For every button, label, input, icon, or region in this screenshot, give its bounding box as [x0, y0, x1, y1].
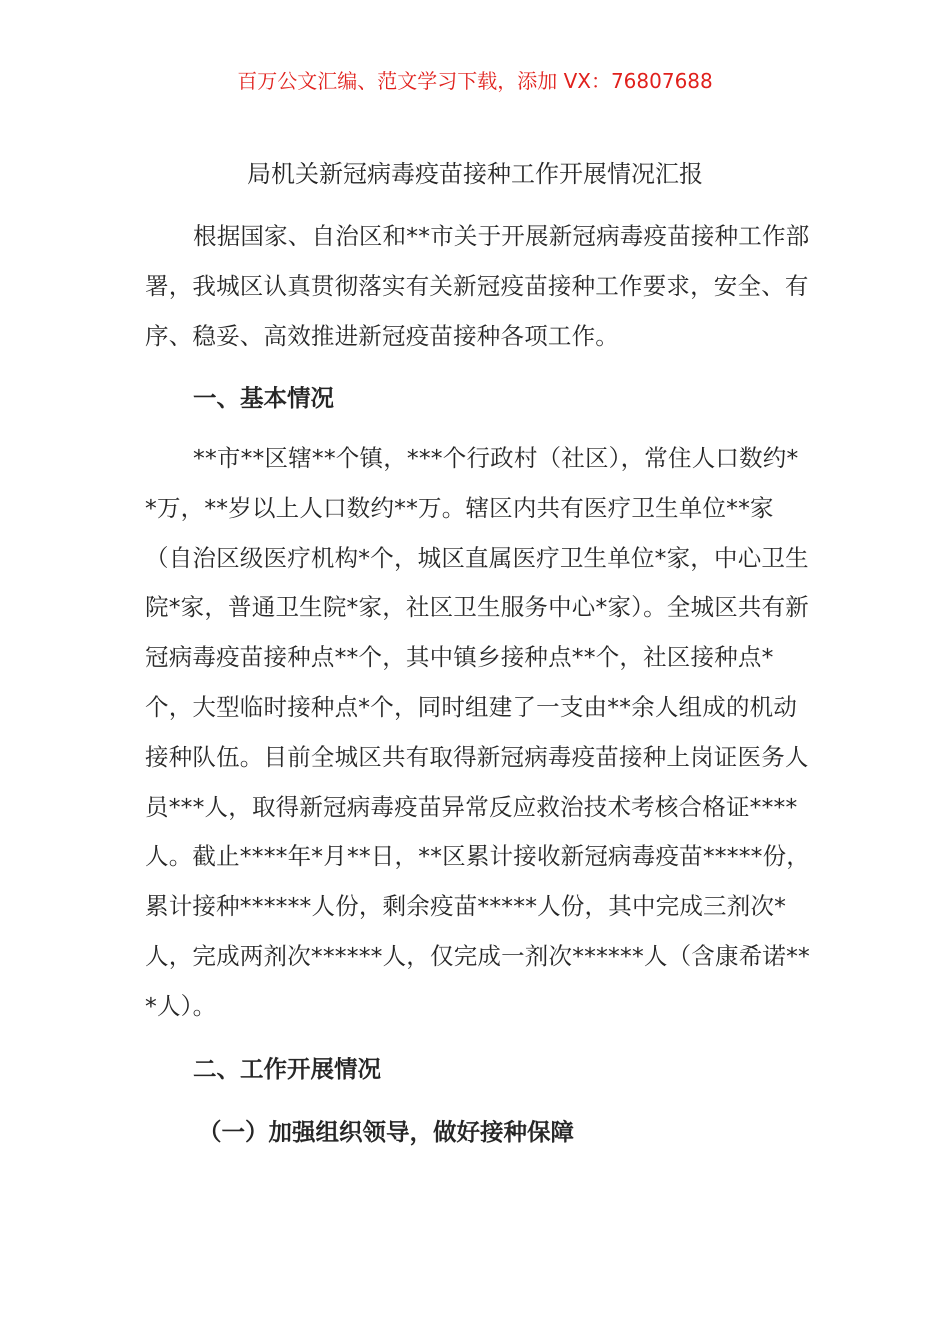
- watermark-contact: 百万公文汇编、范文学习下载，添加 VX：76807688: [237, 69, 713, 93]
- intro-paragraph: 根据国家、自治区和**市关于开展新冠病毒疫苗接种工作部署，我城区认真贯彻落实有关新冠疫苗接种工作要求，安全、有序、稳妥、高效推进新冠疫苗接种各项工作。: [145, 222, 810, 350]
- section-heading-basic-situation: 一、基本情况: [193, 384, 334, 412]
- document-title: 局机关新冠病毒疫苗接种工作开展情况汇报: [247, 160, 703, 188]
- basic-situation-paragraph: **市**区辖**个镇，***个行政村（社区），常住人口数约**万，**岁以上人口数约**万。辖区内共有医疗卫生单位**家（自治区级医疗机构*个，城区直属医疗卫生单位*家，中心卫生院*家，普通卫生院*家，社区卫生服务中心*家）。全城区共有新冠病毒疫苗接种点**个，其中镇乡接种点**个，社区接种点*个，大型临时接种点*个，同时组建了一支由**余人组成的机动接种队伍。目前全城区共有取得新冠病毒疫苗接种上岗证医务人员***人，取得新冠病毒疫苗异常反应救治技术考核合格证****人。截止****年*月**日，**区累计接收新冠病毒疫苗*****份，累计接种******人份，剩余疫苗*****人份，其中完成三剂次*人，完成两剂次******人，仅完成一剂次******人（含康希诺***人）。: [145, 444, 810, 1020]
- subsection-heading-organization: （一）加强组织领导，做好接种保障: [198, 1118, 574, 1146]
- section-heading-work-progress: 二、工作开展情况: [193, 1055, 381, 1083]
